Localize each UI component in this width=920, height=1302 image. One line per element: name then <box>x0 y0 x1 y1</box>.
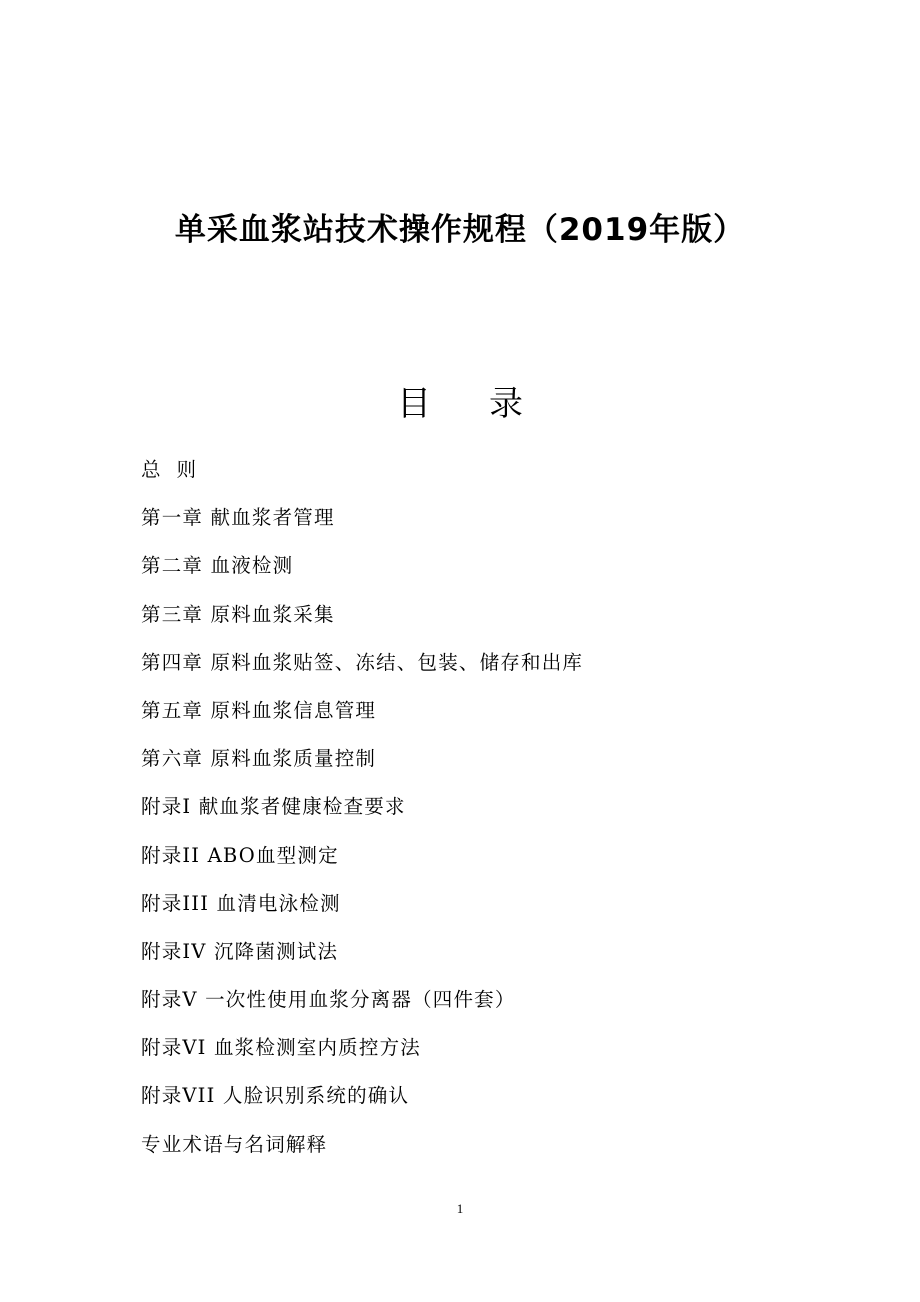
toc-item-glossary: 专业术语与名词解释 <box>141 1132 328 1156</box>
toc-item-chapter-6: 第六章 原料血浆质量控制 <box>141 747 377 771</box>
toc-heading: 目录 <box>397 384 581 424</box>
toc-item-appendix-4: 附录IV 沉降菌测试法 <box>141 939 339 963</box>
document-title: 单采血浆站技术操作规程（2019年版） <box>174 212 746 248</box>
toc-item-appendix-7: 附录VII 人脸识别系统的确认 <box>141 1084 410 1108</box>
toc-item-chapter-5: 第五章 原料血浆信息管理 <box>141 698 377 722</box>
page-number: 1 <box>456 1201 464 1216</box>
toc-item-appendix-1: 附录I 献血浆者健康检查要求 <box>141 795 406 819</box>
toc-item-general-principles: 总 则 <box>141 458 198 481</box>
toc-item-chapter-2: 第二章 血液检测 <box>141 554 294 578</box>
toc-item-appendix-2: 附录II ABO血型测定 <box>141 843 339 867</box>
toc-item-chapter-3: 第三章 原料血浆采集 <box>141 602 335 626</box>
toc-item-appendix-3: 附录III 血清电泳检测 <box>141 891 341 915</box>
toc-item-appendix-6: 附录VI 血浆检测室内质控方法 <box>141 1036 421 1060</box>
toc-item-chapter-4: 第四章 原料血浆贴签、冻结、包装、储存和出库 <box>141 650 584 674</box>
toc-item-appendix-5: 附录V 一次性使用血浆分离器（四件套） <box>141 988 516 1012</box>
toc-list <box>141 452 583 1175</box>
toc-item-chapter-1: 第一章 献血浆者管理 <box>141 506 335 530</box>
